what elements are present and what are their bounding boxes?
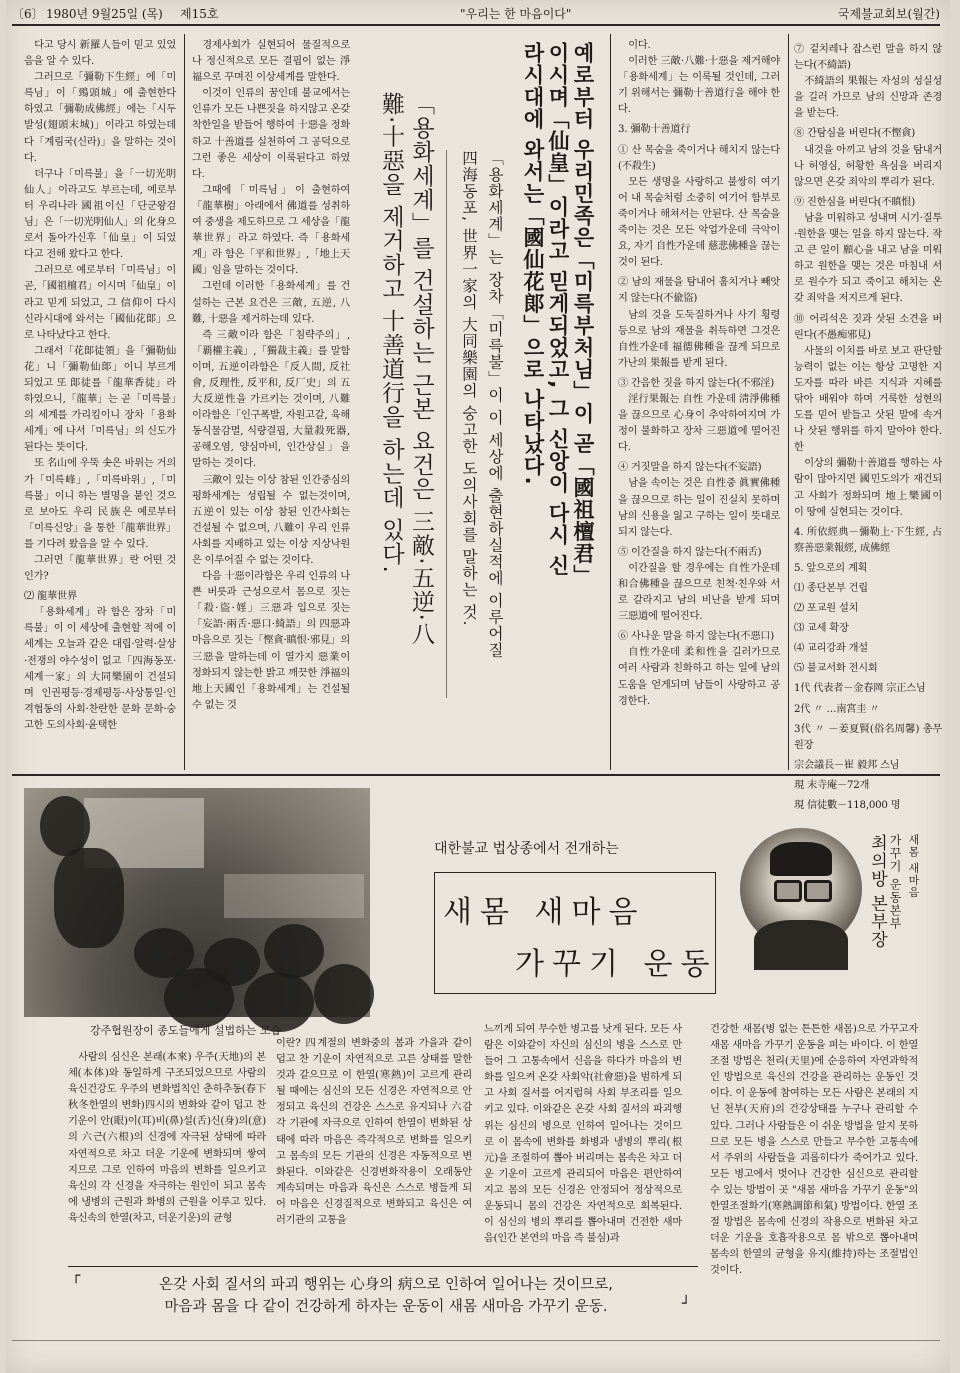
paragraph: 不綺語의 果報는 자성의 성실성을 길러 가므로 남의 신망과 존경을 받는다.	[794, 76, 942, 120]
bottom-text-2: 이란? 四계절의 변화중의 봄과 가을과 같이 덥고 찬 기운이 자연적으로 고른 상태를 말한 것과 같으므로 이 한열(寒熱)이 고르게 관리될 때에는 심신의 모든 신경은 자연적으로 안정되고 육신의 건강은 스스로 유지되나 六감각 기관에 자극으로 인하여 한열이 변화된 상태에 따라 마음은 즉각적으로 변화를 일으키고 몸속의 모든 기관의 신경은 자동적으로 변화된다. 이와같은 신경변화작용이 오래동안 계속되며는 마음과 육신은 스스로 병들게 되어 마음은 신경질적으로 변화되고 육신은 여러기관의 고통을	[276, 1038, 472, 1227]
bottom-column-1	[68, 1050, 266, 1262]
paragraph: 이다.	[628, 40, 651, 51]
column-divider	[610, 34, 611, 770]
paragraph: ⑵ 포교원 설치	[794, 603, 859, 615]
title-line-2: 가꾸기 운동	[515, 947, 718, 982]
bighead-line-1: 「용화세계」를 건설하는 근본 요건은 三敵·五逆·八	[408, 92, 434, 646]
paragraph: 現 信徒數－118,000 명	[794, 800, 901, 812]
top-column-3	[618, 38, 780, 766]
paragraph: ⑷ 교리강좌 개설	[794, 643, 868, 655]
paragraph: ④ 거짓말을 하지 않는다(不妄語)	[618, 462, 762, 474]
paragraph: 남을 미워하고 성내며 시기·질투·원한을 맺는 일을 하지 않는다. 작고 큰 일이 願心을 내고 남을 미워하고 원한을 맺는 것은 마침내 서로 원수가 되고 죽이고 해치는 온갖 죄악을 저지르게 된다.	[794, 212, 942, 305]
paragraph: ① 산 목숨을 죽이거나 해치지 않는다(不殺生)	[618, 144, 780, 172]
quote-line-2: 마음과 몸을 다 같이 건강하게 하자는 운동이 새몸 새마음 가꾸기 운동.	[164, 1299, 608, 1315]
paragraph: 三敵이 있는 이상 참된 인간중심의 평화세계는 성립될 수 없는것이며, 五逆이 있는 이상 참된 인간사회는 건설될 수 없으며, 八難이 우리 인류사회를 지배하고 있는 이상 지상낙원은 이루어질 수 없는 것이다.	[192, 474, 351, 566]
page-number: 〔6〕	[12, 7, 44, 21]
paragraph: 5. 앞으로의 계획	[794, 562, 868, 574]
column-divider	[184, 34, 185, 770]
subhead-line-2: 四海동포, 世界一家의 大同樂園의 숭고한 도의사회를 말하는 것.	[460, 150, 478, 627]
paragraph: 남의 것을 도둑질하거나 사기 횡령등으로 남의 재물을 취득하면 그것은 自性가운데 福德佛種을 끊게 되므로 가난의 果報를 받게 된다.	[618, 309, 780, 369]
photo-caption: 강주협원장이 종도들에게 설법하는 모습	[90, 1024, 282, 1037]
column-divider	[788, 34, 789, 770]
portrait-caption-line-3: 최의방 본부장	[867, 834, 887, 949]
paragraph: 그런데 이러한「용화세계」를 건설하는 근본 요건은 三敵, 五逆, 八難, 十惡을 제거하는데 있다.	[192, 281, 350, 325]
paragraph: 그러므로 예로부터「미륵님」이 곧,「國祖檀君」이시며「仙皇」이라고 믿게 되었고, 그 信仰이 다시 신라시대에 와서는「國仙花郞」으로 나타났다고 한다.	[24, 265, 176, 341]
paragraph: 2代 〃 …南宮圭 〃	[794, 703, 880, 715]
headline-line-1: 예로부터 우리민족은「미륵부처님」이 곧「國祖檀君」	[571, 42, 595, 587]
paragraph: ⑶ 교세 확장	[794, 623, 849, 635]
header-motto: "우리는 한 마음이다"	[460, 7, 572, 21]
paragraph: ⑧ 간탐심을 버린다(不慳貪)	[794, 128, 916, 140]
article-subtitle: 대한불교 법상종에서 전개하는	[434, 841, 619, 857]
paragraph: 또 名山에 우뚝 솟은 바위는 거의가「미륵峰」,「미륵바위」,「미륵불」이니 하는 별명을 붙인 것으로 보아도 우리 民族은 예로부터「미륵신앙」을 통한「龍華世界」를 기다려 왔음을 알 수 있다.	[24, 458, 176, 550]
paragraph: 더구나「미륵불」을「一切光明仙人」이라고도 부르는데, 예로부터 우리나라 國祖이신「단군왕검님」은「一切光明仙人」의 化身으로서 돌아가신후「仙皇」이 되었다고 전해 왔다고 한다.	[24, 168, 176, 261]
quote-corner-icon: ┘	[682, 1296, 691, 1312]
subhead-vertical	[456, 150, 508, 690]
title-line-1: 새몸 새마음	[443, 895, 646, 930]
quote-line-1: 온갖 사회 질서의 파괴 행위는 心身의 病으로 인하여 일어나는 것이므로,	[159, 1277, 613, 1293]
sermon-photo	[24, 788, 370, 1017]
paragraph: 다고 당시 新羅人들이 믿고 있었음을 알 수 있다.	[24, 40, 176, 68]
paragraph: 남을 속이는 것은 自性중 眞實佛種을 끊으므로 하는 일이 진실치 못하며 남의 신용을 잃고 구하는 일이 뜻대로 되지 않는다.	[618, 478, 780, 538]
footer-rule	[12, 1340, 940, 1341]
director-portrait	[740, 828, 862, 950]
paragraph: 3. 彌勒十善道行	[618, 124, 691, 136]
headline-vertical	[520, 42, 595, 764]
paragraph: 이것이 인류의 꿈인데 불교에서는 인류가 모든 나쁜짓을 하지않고 온갖 착한일을 받들어 행하여 十惡을 정화하고 十善道를 실천하여 그 공덕으로 그런 좋은 세상이 이룩된다고 하였다.	[192, 88, 350, 180]
newspaper-page	[6, 0, 950, 1373]
paragraph: ⑨ 진한심을 버린다(不瞋恨)	[794, 196, 916, 208]
paragraph: ⑦ 겉치레나 잡스런 말을 하지 않는다(不綺語)	[794, 44, 942, 72]
header-rule	[12, 24, 940, 26]
bottom-text-4: 건강한 새몸(병 없는 튼튼한 새몸)으로 가꾸고자 새몸 새마음 가꾸기 운동을 펴는 바이다. 이 한열 조절 방법은 천리(天里)에 순응하여 자연과학적인 방법으로 육신의 건강을 관리하는 운동인 것이다. 이 운동에 참여하는 모든 사람은 본래의 지닌 천부(天府)의 건강상태를 누구나 관리할 수 있다. 그러나 사람들은 이 쉬운 방법을 알지 못하므로 모든 병을 스스로 만들고 무수한 고통속에서 주위의 사람들을 괴롭히다가 죽어가고 있다. 모든 병고에서 벗어나 건강한 심신으로 관리할 수 있는 방법이 곳 "새몸 새마음 가꾸기 운동"의 한열조절화기(寒熱調節和氣) 방법이다. 한열 조절 방법은 몸속에 신경의 작용으로 변화된 차고 더운 기운을 호흡작용으로 몸 밖으로 뽑아내며 몸속의 한열의 균형을 유지(維持)하는 조절법인 것이다.	[710, 1024, 918, 1277]
paragraph: 그러므로「彌勒下生經」에「미륵님」이「鵄頭城」에 출현한다 하였고「彌勒成佛經」에는「시두발성(翅頭末城)」이라고 하였는데 다「계림국(신라)」을 말하는 것이다.	[24, 72, 176, 164]
portrait-caption	[868, 834, 922, 1004]
paragraph: 이상의 彌勒十善道를 행하는 사람이 많아지면 國민도의가 재건되고 사회가 정화되며 地上樂國이 이 땅에 실현되는 것이다.	[794, 458, 942, 518]
paragraph: 경제사회가 실현되어 물질적으로나 정신적으로 모든 결핍이 없는 淨福으로 꾸며진 이상세계를 말한다.	[192, 40, 350, 84]
paragraph: 내것을 아끼고 남의 것을 탐내거나 허영심, 허황한 욕심을 버리지 않으면 온갖 죄악의 뿌리가 된다.	[794, 144, 942, 188]
top-column-4	[794, 38, 942, 812]
paragraph: 「용화세계」라 함은 장차「미륵불」이 이 세상에 출현할 적에 이 세계는 오늘과 같은 대립·알력·살상·전쟁의 야수성이 없고「四海동포·세계一家」의 大同樂園이 건설되며 인권평등·경제평등·사상통일·인격협동의 사회·찬란한 문화 문화·숭고한 도의사회·윤택한	[24, 607, 176, 731]
paragraph: ⑤ 이간질을 하지 않는다(不兩舌)	[618, 546, 762, 558]
quote-corner-icon: ┌	[72, 1268, 81, 1284]
paragraph: ⑴ 종단본부 건립	[794, 583, 868, 594]
paragraph: 이러한 三敵·八難·十惡을 제거해야「용화세계」는 이룩될 것인데, 그러기 위해서는 彌勒十善道行을 해야 한다.	[618, 56, 780, 116]
headline-line-3: 라시대에 와서는「國仙花郞」으로 나타났다.	[521, 42, 545, 486]
headline-line-2: 이시며「仙皇」이라고 믿게되었고, 그 신앙이 다시 신	[546, 42, 570, 577]
bottom-column-4	[710, 1022, 918, 1322]
bottom-text-1: 사람의 심신은 본래(本來) 우주(天地)의 본체(本体)와 동일하게 구조되었으므로 사람의 육신건강도 우주의 변화법칙인 춘하추동(春下秋冬한열의 변화)四시의 변화와 같이 덥고 찬 기운이 안(眼)이(耳)비(鼻)설(舌)신(身)의(意)의 六근(六根)의 신경에 자극된 상태에 따라 자연적으로 차고 더운 기운에 변화되며 쌓여지므로 그로 인하여 마음의 변화를 일으키고 육신의 각 신경을 자극하는 원인이 되고 몸속에 냉병의 근원과 화병의 근원을 이루고 있다. 육신속의 한열(차고, 더운기운)의 균형	[68, 1052, 266, 1224]
paragraph: 즉 三敵이라 함은「침략주의」,「覇權主義」,「獨裁主義」를 말함이며, 五逆이라함은「反人間, 反社會, 反理性, 反平和, 反厂史」의 五大反逆性을 가르키는 것이며, 八難이라함은「인구폭발, 자원고갈, 육해동식물감멸, 식량결핍, 大量殺死器, 공해오염, 양심마비, 인간상실」을 말하는 것이다.	[192, 329, 350, 470]
bottom-text-3: 느끼게 되여 무수한 병고를 낫게 된다. 모든 사람은 이와같이 자신의 심신의 병을 스스로 만들어 그 고통속에서 신음을 하다가 마음의 변화를 일으켜 온갖 사회악(社會惡)을 범하게 되고 사회 질서를 어지럽혀 사회 부조리를 일으키고 있다. 이와같은 온갖 사회 질서의 파괴행위는 심신의 병으로 인하여 일어나는 것이므로 이 몸속에 변화를 화병과 냉병의 뿌리(根元)을 조절하여 뽑아 버리며는 몸속은 차고 더운 기운이 고르게 관리되어 마음은 편안하여지고 몸의 모든 신경은 안정되어 정상적으로 운동되니 몸의 건강은 자연적으로 회복된다. 이 심신의 병의 뿌리를 뽑아내며 건전한 새마음(인간 본연의 마음 즉 불심)과	[484, 1024, 682, 1245]
paragraph: 사물의 이치를 바로 보고 판단할 능력이 없는 이는 항상 고명한 지도자를 따라 바른 지식과 지혜를 닦아 배워야 하며 거룩한 성현의 도를 믿어 받들고 삿된 말에 속거나 삿된 행위를 하지 말아야 한다. 한	[794, 345, 942, 454]
pull-quote	[76, 1274, 696, 1318]
paragraph: 4. 所依經典－彌勒上·下生經, 占察善惡業報經, 成佛經	[794, 526, 942, 554]
paragraph: ③ 간음한 짓을 하지 않는다(不邪淫)	[618, 377, 775, 389]
page-header	[12, 2, 940, 24]
bottom-column-3	[484, 1022, 682, 1262]
paragraph: 現 末寺庵－72개	[794, 779, 870, 791]
paragraph: ⑵ 龍華世界	[24, 591, 77, 603]
paragraph: 1代 代表者－金春岡 宗正스님	[794, 683, 926, 695]
bighead-vertical	[376, 92, 436, 768]
paragraph: 다음 十惡이라함은 우리 인류의 나쁜 버릇과 근성으로서 몸으로 짓는「殺·盜·婬」三惡과 입으로 짓는「妄語·兩舌·惡口·綺語」의 四惡과 마음으로 짓는「慳貪·瞋恨·邪見」의 三惡을 말하는데 이 열가지 惡業이 정화되지 않는한 밝고 깨끗한 淨福의 地上天國인「용화세계」는 건설될 수 없는 것	[192, 571, 351, 711]
issue-date: 1980년 9월25일 (목)	[46, 7, 163, 21]
portrait-caption-line-1: 새몸 새마음	[907, 834, 920, 899]
paragraph: 淫行果報는 自性 가운데 淸淨佛種을 끊으므로 心身이 추악하여지며 가정이 불화하고 장차 三惡道에 떨어진다.	[618, 393, 780, 454]
section-rule	[12, 774, 940, 776]
paragraph: 이간질을 할 경우에는 自性가운데 和合佛種을 끊으므로 친척·친우와 서로 갈라지고 남의 비난을 받게 되며 三惡道에 떨어진다.	[618, 562, 780, 623]
portrait-caption-line-2: 가꾸기 운동본부	[888, 834, 902, 930]
paragraph: ⑥ 사나운 말을 하지 않는다(不惡口)	[618, 631, 775, 643]
paragraph: 그러면「龍華世界」란 어떤 것인가?	[24, 555, 176, 583]
paragraph: 모든 생명을 사랑하고 불쌍히 여기어 내 목숨처럼 소중히 여기어 함부로 죽이거나 해쳐서는 안된다. 산 목숨을 죽이는 것은 모든 악업가운데 극악이요, 자기 自性가운데 慈悲佛種을 끊는것이 된다.	[618, 176, 780, 269]
headline-divider	[446, 150, 447, 698]
top-column-1	[24, 38, 176, 766]
bighead-line-2: 難·十惡을 제거하고 十善道行을 하는데 있다.	[378, 92, 404, 574]
quote-rule	[68, 1266, 698, 1267]
title-box	[434, 872, 716, 994]
paragraph: 3代 〃 －姜夏賢(俗名周馨) 총무원장	[794, 723, 942, 751]
paragraph: ⑸ 불교서화 전시회	[794, 663, 878, 675]
paragraph: 自性가운데 柔和性을 길러가므로 여러 사람과 친화하고 하는 일에 남의 도움을 얻게되며 남들이 사랑하고 공경한다.	[618, 647, 780, 707]
paragraph: 그래서「花郞徒領」을「彌勒仙花」니「彌勒仙郞」이니 부르게 되었고 또 郞徒를「龍華香徒」라 하였으니,「龍華」는 곧「미륵불」의 세계를 가리킴이니 장차「용화세계」에 나서「미륵님」의 신도가 된다는 뜻이다.	[24, 345, 176, 454]
paragraph: 그때에「미륵님」이 출현하여「龍華樹」아래에서 佛道를 성취하여 중생을 제도하므로 그 세상을「龍華世界」라고 하였다. 즉「용화세계」라 함은「平和世界」,「地上天國」임을 말하는 것이다.	[192, 184, 350, 277]
paragraph: ② 남의 재물을 탐내어 훔치거나 빼앗지 않는다(不偸盜)	[618, 277, 780, 305]
paragraph: ⑩ 어리석은 짓과 삿된 소견을 버린다(不愚痴邪見)	[794, 313, 942, 341]
bottom-column-2	[276, 1036, 472, 1262]
paragraph: 宗会議長－崔 毅邦 스님	[794, 759, 900, 771]
subhead-line-1: 「용화세계」는 장차「미륵불」이 이 세상에 출현하실적에 이루어질	[486, 150, 504, 659]
paper-name: 국제불교회보(월간)	[837, 7, 940, 21]
issue-number: 제15호	[180, 7, 219, 21]
top-column-2	[192, 38, 350, 766]
